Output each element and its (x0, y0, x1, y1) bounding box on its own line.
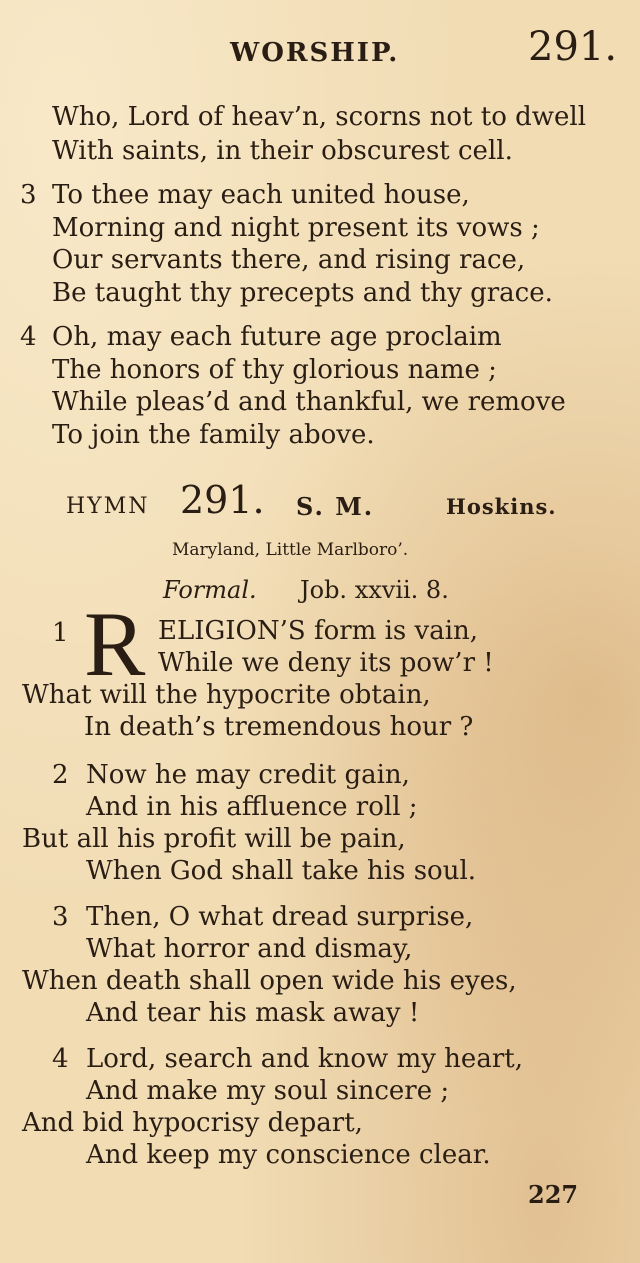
hymn-author: Hoskins. (446, 494, 557, 519)
poem-line: While pleas’d and thankful, we remove (52, 387, 566, 417)
poem-line: ELIGION’S form is vain, (158, 616, 479, 646)
drop-cap: R (84, 593, 146, 695)
hymn-meter: S. M. (296, 492, 375, 521)
poem-line: Who, Lord of heav’n, scorns not to dwell (52, 102, 587, 132)
hymn-tunes: Maryland, Little Marlboro’. (172, 540, 409, 560)
running-header-number: 291. (528, 24, 618, 70)
poem-line: And in his affluence roll ; (86, 792, 418, 822)
poem-line: To thee may each united house, (52, 180, 470, 210)
poem-line: And keep my conscience clear. (86, 1140, 491, 1170)
poem-line: Morning and night present its vows ; (52, 213, 540, 243)
poem-line: While we deny its pow’r ! (158, 648, 494, 678)
verse-number: 4 (20, 322, 37, 352)
poem-line: And tear his mask away ! (86, 998, 420, 1028)
running-header-title: WORSHIP. (230, 38, 400, 68)
hymn-label: HYMN (66, 494, 150, 519)
poem-line: But all his profit will be pain, (22, 824, 406, 854)
poem-line: Then, O what dread surprise, (86, 902, 474, 932)
poem-line: Now he may credit gain, (86, 760, 410, 790)
poem-line: Oh, may each future age proclaim (52, 322, 502, 352)
poem-line: And make my soul sincere ; (86, 1076, 450, 1106)
hymn-subject: Formal. (163, 576, 257, 604)
poem-line: Be taught thy precepts and thy grace. (52, 278, 553, 308)
verse-number: 1 (52, 618, 69, 648)
poem-line: When death shall open wide his eyes, (22, 966, 517, 996)
verse-number: 3 (20, 180, 37, 210)
verse-number: 2 (52, 760, 69, 790)
verse-number: 4 (52, 1044, 69, 1074)
poem-line: When God shall take his soul. (86, 856, 477, 886)
hymn-scripture: Job. xxvii. 8. (300, 576, 449, 604)
poem-line: With saints, in their obscurest cell. (52, 136, 513, 166)
poem-line: The honors of thy glorious name ; (52, 355, 497, 385)
verse-number: 3 (52, 902, 69, 932)
poem-line: In death’s tremendous hour ? (84, 712, 474, 742)
hymn-number: 291. (180, 478, 265, 522)
poem-line: And bid hypocrisy depart, (22, 1108, 363, 1138)
footer-page-number: 227 (528, 1180, 579, 1209)
poem-line: Our servants there, and rising race, (52, 245, 526, 275)
poem-line: What horror and dismay, (86, 934, 413, 964)
poem-line: What will the hypocrite obtain, (22, 680, 431, 710)
poem-line: Lord, search and know my heart, (86, 1044, 523, 1074)
poem-line: To join the family above. (52, 420, 375, 450)
